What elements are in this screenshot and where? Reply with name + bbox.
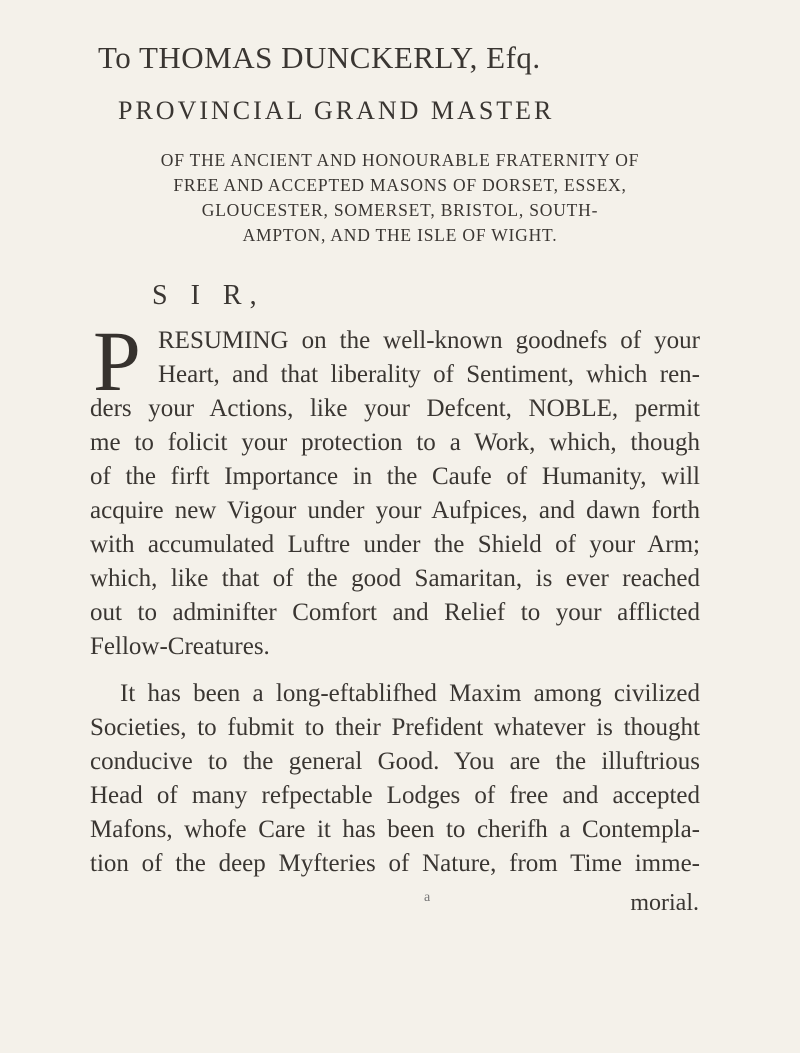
title-line: PROVINCIAL GRAND MASTER [118,96,555,125]
body-line: Fellow-Creatures. [90,633,270,660]
body-line: Mafons, whofe Care it has been to cherifh a Contempla- [90,816,700,843]
body-line: out to adminifter Comfort and Relief to your afflicted [90,599,700,626]
body-line: with accumulated Luftre under the Shield of your Arm; [90,531,700,558]
body-line: It has been a long-eftablifhed Maxim among civilized [120,680,700,707]
subtitle-line: GLOUCESTER, SOMERSET, BRISTOL, SOUTH- [201,200,599,220]
salutation: S I R, [152,280,265,311]
body-line: me to folicit your protection to a Work, which, though [90,429,700,456]
body-line: Heart, and that liberality of Sentiment, which ren- [158,361,700,388]
subtitle-line: FREE AND ACCEPTED MASONS OF DORSET, ESSEX, [173,175,627,195]
body-line: acquire new Vigour under your Aufpices, and dawn forth [90,497,700,524]
dedication-line: To THOMAS DUNCKERLY, Efq. [98,40,541,75]
signature-mark: a [424,890,431,905]
subtitle-line: OF THE ANCIENT AND HONOURABLE FRATERNITY OF [160,150,640,170]
body-line: RESUMING on the well-known goodnefs of your [158,327,700,354]
catchword: morial. [630,890,699,916]
drop-cap: P [93,313,141,409]
body-line: Head of many refpectable Lodges of free and accepted [90,782,700,809]
body-line: conducive to the general Good. You are the illuftrious [90,748,700,775]
body-line: of the firft Importance in the Caufe of Humanity, will [90,463,700,490]
subtitle-line: AMPTON, AND THE ISLE OF WIGHT. [242,225,558,245]
body-line: ders your Actions, like your Defcent, NOBLE, permit [90,395,700,422]
body-line: Societies, to fubmit to their Prefident whatever is thought [90,714,700,741]
body-line: which, like that of the good Samaritan, is ever reached [90,565,700,592]
body-line: tion of the deep Myfteries of Nature, from Time imme- [90,850,700,877]
